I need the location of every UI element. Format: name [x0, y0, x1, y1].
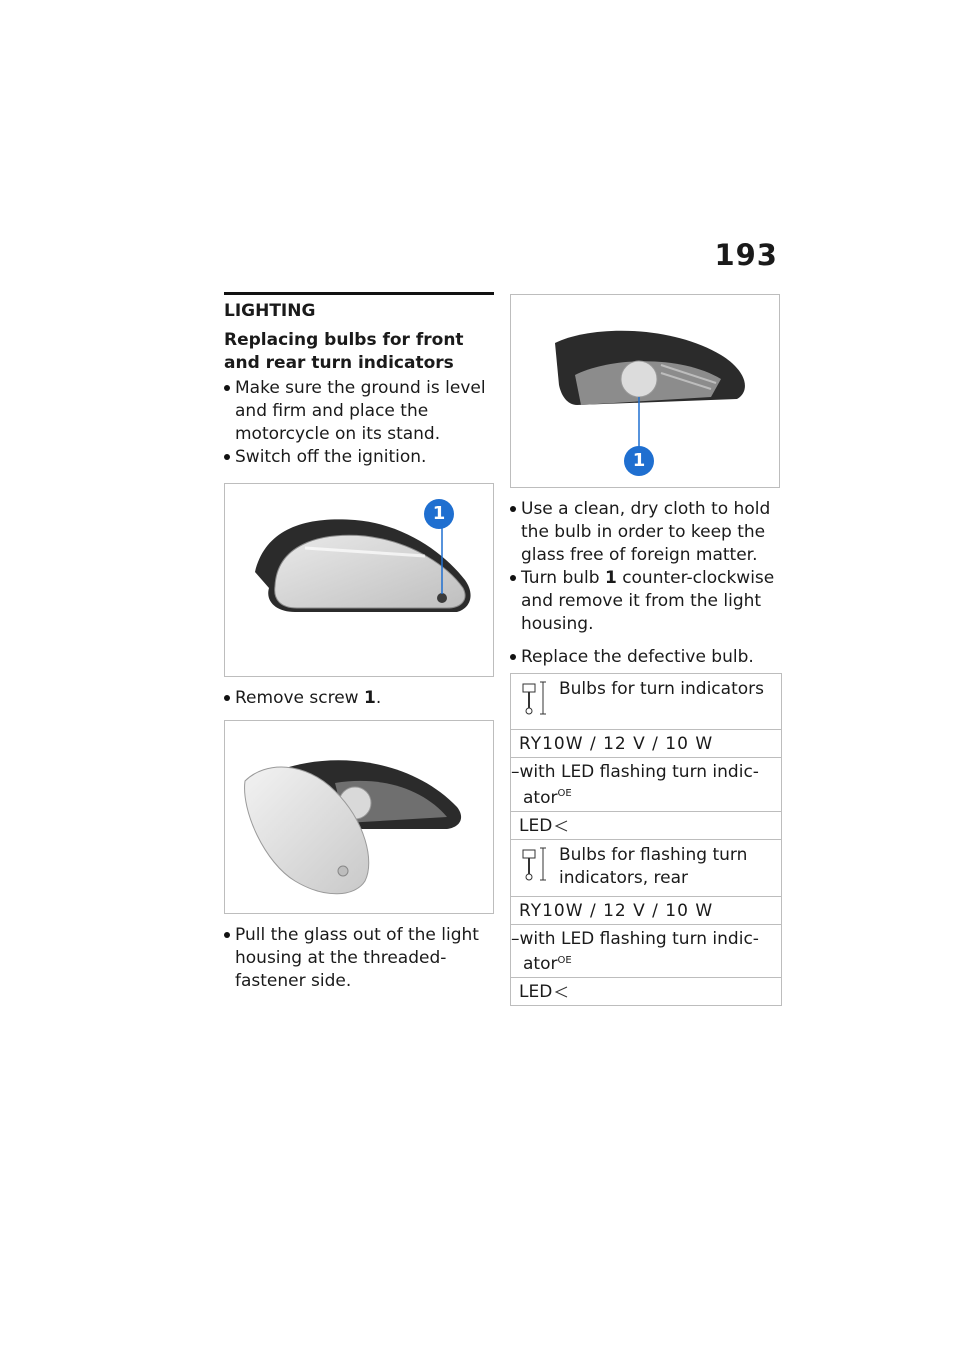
- step-pull-glass: Pull the glass out of the light housing at the threaded-fastener side.: [224, 924, 494, 993]
- figure-glass-removed: [224, 720, 494, 914]
- step-turn-text-a: Turn bulb: [521, 568, 600, 588]
- figure-callout: 1: [432, 503, 446, 524]
- right-column: [510, 294, 780, 1006]
- step-turn-text-b: counter-clockwise and remove it from the light housing.: [521, 568, 775, 634]
- figure-bulb-housing: [510, 294, 780, 488]
- spec-heading: Bulbs for turn indicators: [559, 679, 764, 699]
- spec-led: [511, 978, 781, 1005]
- spec-led-label: LED: [519, 815, 553, 836]
- figure-indicator-screw: [224, 483, 494, 677]
- spec-note-sup: OE: [557, 788, 572, 799]
- step-clean-cloth: Use a clean, dry cloth to hold the bulb in order to keep the glass free of foreign matter.: [510, 498, 780, 567]
- section-rule: [224, 292, 494, 295]
- page-number: 193: [714, 238, 778, 272]
- spec-note: [511, 758, 781, 812]
- spec-note-sup: OE: [557, 954, 572, 966]
- spec-note-line2: ator: [523, 787, 558, 808]
- spec-table-front: [510, 673, 782, 840]
- spec-note: [511, 925, 781, 979]
- step-turn-bulb: [510, 567, 780, 636]
- left-column: [224, 292, 494, 993]
- spec-value: RY10W / 12 V / 10 W: [511, 730, 781, 758]
- led-arrow-icon: [554, 820, 568, 832]
- spec-note-line2: ator: [523, 954, 558, 975]
- spec-led-label: LED: [519, 982, 553, 1003]
- bulb-spec-icon: [519, 844, 559, 890]
- spec-note-line1: –with LED flashing turn indic-: [511, 762, 759, 782]
- spec-heading: Bulbs for flashing turn indicators, rear: [559, 844, 748, 888]
- step-remove-ref: 1: [363, 688, 376, 708]
- spec-value: RY10W / 12 V / 10 W: [511, 897, 781, 925]
- step-level-ground: Make sure the ground is level and firm and place the motorcycle on its stand.: [224, 377, 494, 446]
- step-replace-bulb: Replace the defective bulb.: [510, 646, 780, 669]
- spec-note-line1: –with LED flashing turn indic-: [511, 928, 759, 949]
- step-turn-ref: 1: [604, 568, 617, 588]
- spec-table-header: [511, 674, 781, 730]
- spec-table-rear: [510, 840, 782, 1007]
- section-title: LIGHTING: [224, 301, 316, 321]
- step-remove-text: Remove screw: [235, 688, 359, 708]
- led-arrow-icon: [554, 986, 568, 998]
- spec-led: [511, 812, 781, 839]
- figure-callout: 1: [632, 450, 646, 471]
- glass-removed-illustration: [225, 721, 493, 913]
- bulb-spec-icon: [519, 678, 559, 723]
- step-ignition-off: Switch off the ignition.: [224, 446, 494, 469]
- spec-table-header: [511, 840, 781, 897]
- step-remove-screw: Remove screw 1.: [224, 687, 494, 710]
- subsection-title: Replacing bulbs for front and rear turn indicators: [224, 330, 464, 373]
